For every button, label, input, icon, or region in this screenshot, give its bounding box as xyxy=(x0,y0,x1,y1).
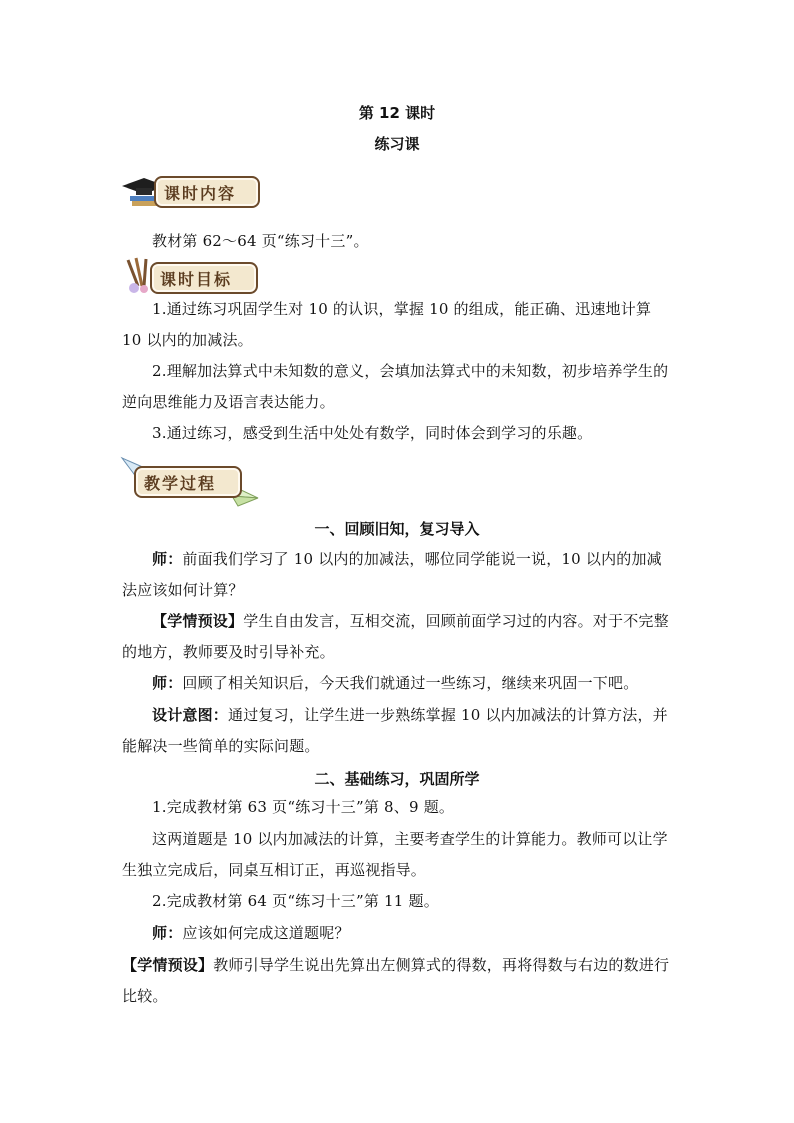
speaker-label: 师： xyxy=(152,550,183,568)
process-section-badge xyxy=(120,454,260,508)
lesson-number-title: 第 12 课时 xyxy=(358,104,436,122)
preset-label: 【学情预设】 xyxy=(122,956,214,974)
content-section-badge xyxy=(120,172,260,210)
process-badge-label: 教学过程 xyxy=(144,474,217,493)
preset-label: 【学情预设】 xyxy=(152,612,244,630)
speaker-label: 师： xyxy=(152,674,183,692)
goal-2: 2.理解加法算式中未知数的意义，会填加法算式中的未知数，初步培养学生的逆向思维能力及语言表达能力。 xyxy=(122,362,669,411)
part2-paragraph-3: 2.完成教材第 64 页“练习十三”第 11 题。 xyxy=(152,892,439,910)
part1-paragraph-2: 【学情预设】学生自由发言，互相交流，回顾前面学习过的内容。对于不完整的地方，教师要及时引导补充。 xyxy=(122,612,669,661)
goals-section-badge xyxy=(120,256,260,296)
goals-badge-label: 课时目标 xyxy=(160,270,233,289)
part2-paragraph-4: 师：应该如何完成这道题呢？ xyxy=(152,924,350,942)
speaker-label: 师： xyxy=(152,924,183,942)
goal-1: 1.通过练习巩固学生对 10 的认识，掌握 10 的组成，能正确、迅速地计算 10 以内的加减法。 xyxy=(122,300,652,349)
part2-paragraph-1: 1.完成教材第 63 页“练习十三”第 8、9 题。 xyxy=(152,798,455,816)
part1-heading: 一、回顾旧知，复习导入 xyxy=(314,520,480,538)
part1-paragraph-4: 设计意图：通过复习，让学生进一步熟练掌握 10 以内加减法的计算方法，并能解决一些简单的实际问题。 xyxy=(122,706,668,755)
part1-paragraph-1: 师：前面我们学习了 10 以内的加减法，哪位同学能说一说，10 以内的加减法应该如何计算？ xyxy=(122,550,662,599)
part2-paragraph-5: 【学情预设】教师引导学生说出先算出左侧算式的得数，再将得数与右边的数进行比较。 xyxy=(122,956,670,1005)
content-text: 教材第 62～64 页“练习十三”。 xyxy=(152,232,369,250)
goal-3: 3.通过练习，感受到生活中处处有数学，同时体会到学习的乐趣。 xyxy=(152,424,593,442)
part1-paragraph-3: 师：回顾了相关知识后，今天我们就通过一些练习，继续来巩固一下吧。 xyxy=(152,674,639,692)
content-badge-label: 课时内容 xyxy=(164,184,237,203)
design-intent-label: 设计意图： xyxy=(152,706,229,724)
lesson-type-title: 练习课 xyxy=(374,135,420,153)
part2-paragraph-2: 这两道题是 10 以内加减法的计算，主要考查学生的计算能力。教师可以让学生独立完成后，同桌互相订正，再巡视指导。 xyxy=(122,830,668,879)
part2-heading: 二、基础练习，巩固所学 xyxy=(314,770,480,788)
